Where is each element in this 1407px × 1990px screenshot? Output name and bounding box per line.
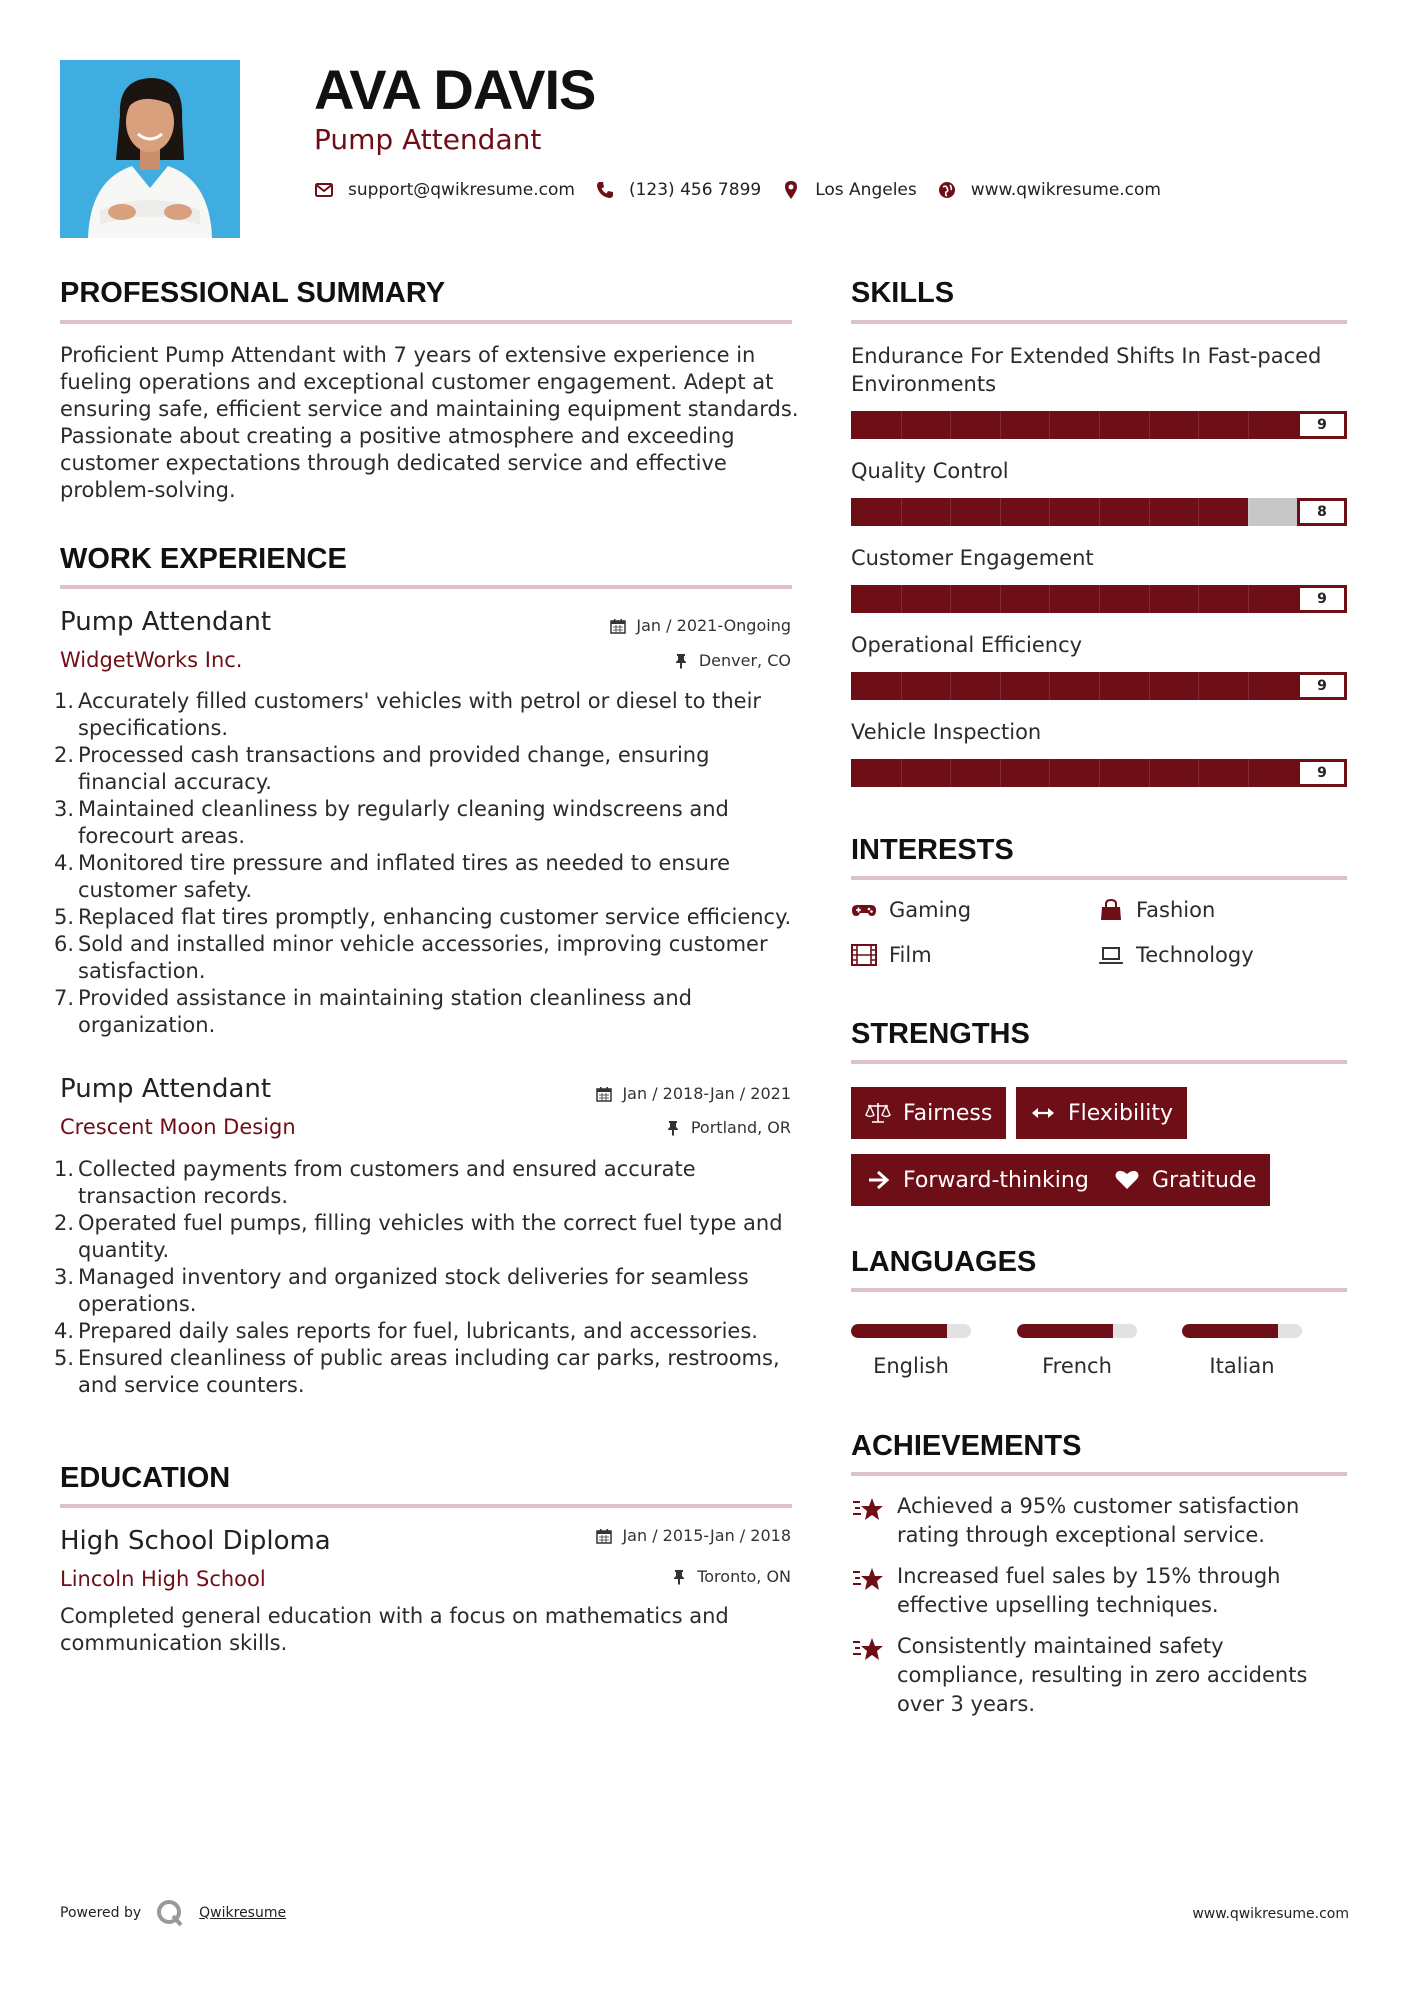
footer-powered-by bbox=[60, 1898, 286, 1928]
profile-photo bbox=[60, 60, 240, 238]
skill-name: Endurance For Extended Shifts In Fast-paced Environments bbox=[851, 344, 1322, 396]
language-level-bar bbox=[1182, 1324, 1302, 1338]
achievement-text: Consistently maintained safety compliance, resulting in zero accidents over 3 years. bbox=[897, 1634, 1308, 1716]
star-award-icon bbox=[851, 1494, 887, 1524]
skill-bar-segment bbox=[1049, 411, 1050, 439]
list-item: 5. Ensured cleanliness of public areas including car parks, restrooms, and service counters. bbox=[54, 1346, 780, 1397]
achievements-heading: ACHIEVEMENTS bbox=[851, 1430, 1082, 1462]
education-dates-text: Jan / 2015-Jan / 2018 bbox=[622, 1526, 791, 1545]
strength-label: Forward-thinking bbox=[903, 1167, 1089, 1193]
interest-item bbox=[851, 896, 971, 924]
achievement-text: Increased fuel sales by 15% through effective upselling techniques. bbox=[897, 1564, 1281, 1617]
strength-badge bbox=[1100, 1154, 1270, 1206]
pushpin-icon bbox=[671, 1569, 687, 1585]
candidate-name: AVA DAVIS bbox=[314, 58, 596, 121]
job-responsibilities bbox=[54, 688, 800, 1039]
strengths-divider bbox=[851, 1060, 1347, 1064]
gamepad-icon bbox=[851, 899, 877, 921]
interest-item bbox=[851, 941, 932, 969]
calendar-icon bbox=[596, 1528, 612, 1544]
skill-bar-segment bbox=[1000, 759, 1001, 787]
skill-bar-segment bbox=[901, 498, 902, 526]
interest-item bbox=[1098, 941, 1254, 969]
skill-score: 8 bbox=[1297, 498, 1347, 526]
footer-website[interactable]: www.qwikresume.com bbox=[1192, 1906, 1349, 1922]
skill-bar-segment bbox=[1049, 585, 1050, 613]
skill-bar-fill bbox=[851, 672, 1297, 700]
envelope-icon bbox=[314, 180, 334, 200]
language-level-fill bbox=[851, 1324, 947, 1338]
interest-label: Technology bbox=[1136, 943, 1254, 967]
skill-bar-segment bbox=[901, 672, 902, 700]
interest-item bbox=[1098, 896, 1215, 924]
skills-divider bbox=[851, 320, 1347, 324]
summary-text: Proficient Pump Attendant with 7 years of extensive experience in fueling operations and exceptional customer engagement. Adept at ensuring safe, efficient service and maintaining equipment standards. Passionate about creating a positive atmosphere and exceeding customer expectations through dedicated service and effective problem-solving. bbox=[60, 343, 799, 502]
education-dates bbox=[596, 1525, 791, 1547]
skill-score: 9 bbox=[1297, 411, 1347, 439]
powered-by-text: Powered by bbox=[60, 1905, 142, 1921]
experience-heading: WORK EXPERIENCE bbox=[60, 543, 347, 575]
languages-heading: LANGUAGES bbox=[851, 1246, 1037, 1278]
list-item: 5. Replaced flat tires promptly, enhancing customer service efficiency. bbox=[54, 905, 792, 929]
language-name: English bbox=[873, 1354, 949, 1378]
pushpin-icon bbox=[673, 653, 689, 669]
contact-phone[interactable]: (123) 456 7899 bbox=[628, 180, 762, 200]
job-location-text: Portland, OR bbox=[690, 1118, 791, 1137]
skill-bar-segment bbox=[1248, 759, 1249, 787]
arrow-right-icon bbox=[865, 1168, 891, 1192]
skill-bar-fill bbox=[851, 759, 1297, 787]
degree-title: High School Diploma bbox=[60, 1526, 331, 1556]
skill-bar-segment bbox=[1198, 498, 1199, 526]
skill-bar-segment bbox=[1149, 585, 1150, 613]
job-location bbox=[673, 650, 791, 672]
skill-bar bbox=[851, 498, 1347, 526]
skill-bar-segment bbox=[1049, 498, 1050, 526]
skills-heading: SKILLS bbox=[851, 277, 955, 309]
achievement-item bbox=[851, 1632, 1351, 1719]
job-dates bbox=[610, 615, 791, 637]
interest-label: Gaming bbox=[889, 898, 972, 922]
strength-label: Gratitude bbox=[1152, 1167, 1257, 1193]
skill-bar-segment bbox=[1198, 411, 1199, 439]
list-item: 2. Processed cash transactions and provided change, ensuring financial accuracy. bbox=[54, 743, 710, 794]
skill-bar bbox=[851, 759, 1347, 787]
skill-bar-segment bbox=[1049, 759, 1050, 787]
calendar-icon bbox=[596, 1086, 612, 1102]
star-award-icon bbox=[851, 1634, 887, 1664]
skill-bar-segment bbox=[1099, 759, 1100, 787]
globe-icon bbox=[937, 180, 957, 200]
skill-bar-segment bbox=[1000, 498, 1001, 526]
languages-divider bbox=[851, 1288, 1347, 1292]
strength-badge bbox=[1016, 1087, 1187, 1139]
skill-bar-segment bbox=[1149, 759, 1150, 787]
list-item: 1. Collected payments from customers and ensured accurate transaction records. bbox=[54, 1157, 696, 1208]
skill-bar-segment bbox=[950, 498, 951, 526]
skill-bar-fill bbox=[851, 585, 1297, 613]
skill-bar-segment bbox=[1149, 672, 1150, 700]
language-level-fill bbox=[1182, 1324, 1278, 1338]
interests-divider bbox=[851, 876, 1347, 880]
skill-bar-segment bbox=[1099, 498, 1100, 526]
job-responsibilities bbox=[54, 1156, 800, 1399]
skill-name: Vehicle Inspection bbox=[851, 720, 1042, 744]
balance-scale-icon bbox=[865, 1101, 891, 1125]
language-level-bar bbox=[1017, 1324, 1137, 1338]
skill-bar-segment bbox=[1149, 411, 1150, 439]
skill-bar-segment bbox=[1198, 759, 1199, 787]
strength-label: Fairness bbox=[903, 1100, 993, 1126]
achievements-divider bbox=[851, 1472, 1347, 1476]
achievement-item bbox=[851, 1492, 1351, 1550]
summary-heading: PROFESSIONAL SUMMARY bbox=[60, 277, 446, 309]
skill-bar-segment bbox=[950, 411, 951, 439]
summary-divider bbox=[60, 320, 792, 324]
strength-badge bbox=[851, 1154, 1103, 1206]
skill-score: 9 bbox=[1297, 672, 1347, 700]
shopping-bag-icon bbox=[1098, 899, 1124, 921]
interests-heading: INTERESTS bbox=[851, 834, 1014, 866]
brand-link[interactable]: Qwikresume bbox=[199, 1905, 287, 1921]
skill-bar-segment bbox=[901, 759, 902, 787]
strength-label: Flexibility bbox=[1068, 1100, 1173, 1126]
skill-name: Quality Control bbox=[851, 459, 1009, 483]
strengths-heading: STRENGTHS bbox=[851, 1018, 1030, 1050]
contact-website[interactable]: www.qwikresume.com bbox=[970, 180, 1161, 200]
skill-bar-segment bbox=[1248, 672, 1249, 700]
job-dates-text: Jan / 2021-Ongoing bbox=[636, 616, 791, 635]
skill-bar-segment bbox=[1149, 498, 1150, 526]
contact-bar bbox=[314, 176, 1181, 204]
list-item: 3. Managed inventory and organized stock deliveries for seamless operations. bbox=[54, 1265, 749, 1316]
skill-bar bbox=[851, 672, 1347, 700]
skill-bar-segment bbox=[1049, 672, 1050, 700]
interest-label: Film bbox=[889, 943, 932, 967]
job-title: Pump Attendant bbox=[60, 1074, 272, 1104]
skill-score: 9 bbox=[1297, 585, 1347, 613]
pushpin-icon bbox=[665, 1120, 681, 1136]
skill-bar-segment bbox=[950, 759, 951, 787]
skill-bar-segment bbox=[1099, 585, 1100, 613]
qwikresume-logo-icon bbox=[155, 1898, 185, 1928]
calendar-icon bbox=[610, 618, 626, 634]
arrows-horizontal-icon bbox=[1030, 1101, 1056, 1125]
candidate-role: Pump Attendant bbox=[314, 123, 542, 156]
list-item: 6. Sold and installed minor vehicle accessories, improving customer satisfaction. bbox=[54, 932, 768, 983]
job-dates-text: Jan / 2018-Jan / 2021 bbox=[622, 1084, 791, 1103]
contact-location: Los Angeles bbox=[815, 180, 917, 200]
list-item: 4. Monitored tire pressure and inflated tires as needed to ensure customer safety. bbox=[54, 851, 731, 902]
skill-bar-segment bbox=[901, 411, 902, 439]
company-name: WidgetWorks Inc. bbox=[60, 648, 243, 672]
job-location-text: Denver, CO bbox=[698, 651, 791, 670]
company-name: Crescent Moon Design bbox=[60, 1115, 296, 1139]
interest-label: Fashion bbox=[1136, 898, 1216, 922]
education-heading: EDUCATION bbox=[60, 1462, 231, 1494]
education-location-text: Toronto, ON bbox=[697, 1567, 791, 1586]
language-level-fill bbox=[1017, 1324, 1113, 1338]
skill-bar-segment bbox=[1000, 411, 1001, 439]
skill-name: Customer Engagement bbox=[851, 546, 1094, 570]
achievement-text: Achieved a 95% customer satisfaction rating through exceptional service. bbox=[897, 1494, 1300, 1547]
education-text: Completed general education with a focus on mathematics and communication skills. bbox=[60, 1604, 729, 1655]
skill-bar-segment bbox=[1198, 672, 1199, 700]
skill-bar-segment bbox=[1000, 672, 1001, 700]
achievement-item bbox=[851, 1562, 1351, 1620]
phone-icon bbox=[595, 180, 615, 200]
skill-name: Operational Efficiency bbox=[851, 633, 1083, 657]
list-item: 3. Maintained cleanliness by regularly cleaning windscreens and forecourt areas. bbox=[54, 797, 729, 848]
experience-divider bbox=[60, 585, 792, 589]
education-divider bbox=[60, 1504, 792, 1508]
star-award-icon bbox=[851, 1564, 887, 1594]
skill-bar bbox=[851, 411, 1347, 439]
skill-bar-segment bbox=[1248, 498, 1249, 526]
skill-bar-segment bbox=[1248, 585, 1249, 613]
skill-bar-segment bbox=[1198, 585, 1199, 613]
skill-bar bbox=[851, 585, 1347, 613]
school-name: Lincoln High School bbox=[60, 1567, 266, 1591]
skill-bar-segment bbox=[1099, 672, 1100, 700]
heart-icon bbox=[1114, 1168, 1140, 1192]
language-name: Italian bbox=[1209, 1354, 1275, 1378]
map-pin-icon bbox=[781, 180, 801, 200]
skill-score: 9 bbox=[1297, 759, 1347, 787]
job-dates bbox=[596, 1083, 791, 1105]
list-item: 1. Accurately filled customers' vehicles with petrol or diesel to their specifications. bbox=[54, 689, 762, 740]
list-item: 4. Prepared daily sales reports for fuel, lubricants, and accessories. bbox=[54, 1319, 758, 1343]
contact-email[interactable]: support@qwikresume.com bbox=[348, 180, 575, 200]
education-location bbox=[671, 1566, 791, 1588]
list-item: 2. Operated fuel pumps, filling vehicles with the correct fuel type and quantity. bbox=[54, 1211, 783, 1262]
strength-badge bbox=[851, 1087, 1006, 1139]
list-item: 7. Provided assistance in maintaining station cleanliness and organization. bbox=[54, 986, 692, 1037]
language-level-bar bbox=[851, 1324, 971, 1338]
job-location bbox=[665, 1117, 791, 1139]
skill-bar-segment bbox=[1000, 585, 1001, 613]
skill-bar-segment bbox=[1248, 411, 1249, 439]
film-icon bbox=[851, 944, 877, 966]
skill-bar-segment bbox=[950, 585, 951, 613]
skill-bar-segment bbox=[950, 672, 951, 700]
skill-bar-fill bbox=[851, 411, 1297, 439]
language-name: French bbox=[1042, 1354, 1112, 1378]
skill-bar-segment bbox=[901, 585, 902, 613]
job-title: Pump Attendant bbox=[60, 607, 272, 637]
laptop-icon bbox=[1098, 944, 1124, 966]
skill-bar-segment bbox=[1099, 411, 1100, 439]
